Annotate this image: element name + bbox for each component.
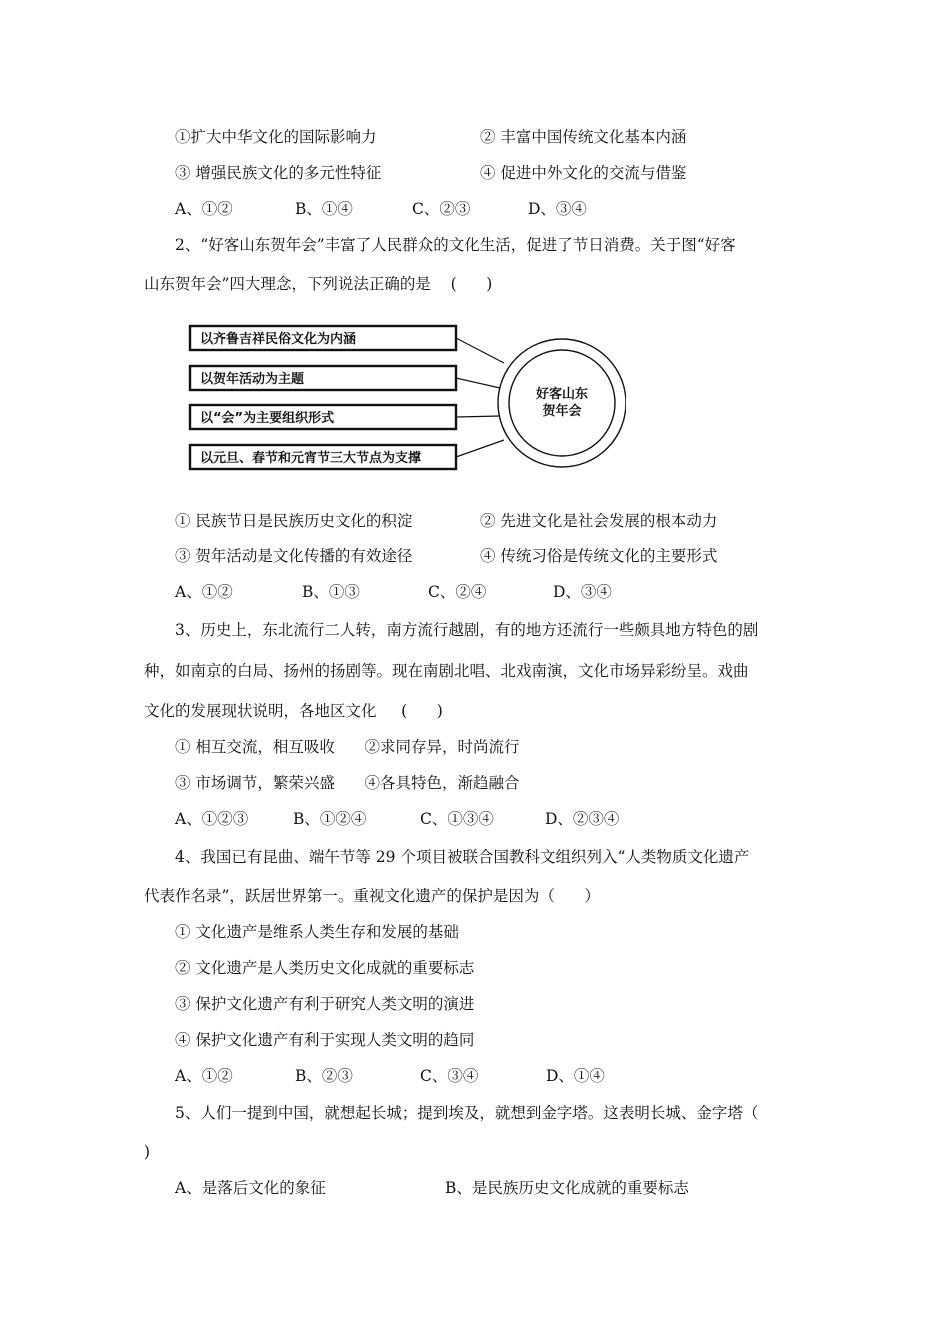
q2-stem-line-2: 山东贺年会”四大理念，下列说法正确的是 ( ) <box>144 275 493 293</box>
q2-answer-c: C、②④ <box>428 583 487 601</box>
q4-option-1: ① 文化遗产是维系人类生存和发展的基础 <box>175 923 459 941</box>
q3-options-1-2: ① 相互交流，相互吸收 ②求同存异，时尚流行 <box>175 738 520 756</box>
q2-option-1: ① 民族节日是民族历史文化的积淀 <box>175 512 413 530</box>
connector-1 <box>456 338 504 363</box>
q4-stem-line-2: 代表作名录”，跃居世界第一。重视文化遗产的保护是因为（ ） <box>144 887 600 905</box>
q2-answer-a: A、①② <box>175 583 233 601</box>
q5-answer-a: A、是落后文化的象征 <box>175 1179 326 1197</box>
q1-answer-b: B、①④ <box>295 200 353 218</box>
connector-4 <box>456 440 504 457</box>
q2-option-2: ② 先进文化是社会发展的根本动力 <box>480 512 718 530</box>
q3-options-3-4: ③ 市场调节，繁荣兴盛 ④各具特色，渐趋融合 <box>175 774 520 792</box>
q2-answer-b: B、①③ <box>302 583 360 601</box>
q1-option-2: ② 丰富中国传统文化基本内涵 <box>480 128 687 146</box>
q3-answer-b: B、①②④ <box>293 810 367 828</box>
q3-stem-line-2: 种，如南京的白局、扬州的扬剧等。现在南剧北唱、北戏南演，文化市场异彩纷呈。戏曲 <box>144 662 749 680</box>
q2-diagram <box>186 318 626 478</box>
q2-option-4: ④ 传统习俗是传统文化的主要形式 <box>480 547 718 565</box>
q1-option-1: ①扩大中华文化的国际影响力 <box>175 128 377 146</box>
q4-answer-b: B、②③ <box>295 1067 353 1085</box>
diagram-center-line-1: 好客山东 <box>535 387 589 402</box>
q1-answer-a: A、①② <box>175 200 233 218</box>
diagram-box-1-label: 以齐鲁吉祥民俗文化为内涵 <box>200 332 357 347</box>
q1-answer-c: C、②③ <box>412 200 471 218</box>
q4-option-2: ② 文化遗产是人类历史文化成就的重要标志 <box>175 959 475 977</box>
q3-stem-line-1: 3、历史上，东北流行二人转，南方流行越剧，有的地方还流行一些颇具地方特色的剧 <box>175 621 759 639</box>
diagram-box-3-label: 以“会”为主要组织形式 <box>200 411 335 426</box>
diagram-box-4-label: 以元旦、春节和元宵节三大节点为支撑 <box>200 451 422 466</box>
diagram-box-2-label: 以贺年活动为主题 <box>200 372 305 387</box>
q2-answer-d: D、③④ <box>553 583 612 601</box>
connector-2 <box>456 378 500 388</box>
q1-option-4: ④ 促进中外文化的交流与借鉴 <box>480 164 687 182</box>
q5-answer-b: B、是民族历史文化成就的重要标志 <box>445 1179 689 1197</box>
q3-answer-d: D、②③④ <box>545 810 620 828</box>
diagram-inner-circle <box>509 350 615 456</box>
q4-answer-c: C、③④ <box>420 1067 479 1085</box>
q1-answer-d: D、③④ <box>528 200 587 218</box>
diagram-center-line-2: 贺年会 <box>542 404 582 419</box>
q3-stem-line-3: 文化的发展现状说明，各地区文化 ( ) <box>144 702 443 720</box>
q5-stem-line-1: 5、人们一提到中国，就想起长城；提到埃及，就想到金字塔。这表明长城、金字塔（ <box>175 1104 759 1122</box>
q3-answer-c: C、①③④ <box>420 810 494 828</box>
q4-answer-d: D、①④ <box>546 1067 605 1085</box>
q4-stem-line-1: 4、我国已有昆曲、端午节等 29 个项目被联合国教科文组织列入“人类物质文化遗产 <box>175 848 750 866</box>
q4-answer-a: A、①② <box>175 1067 233 1085</box>
q5-stem-line-2: ) <box>144 1143 151 1161</box>
q2-stem-line-1: 2、“好客山东贺年会”丰富了人民群众的文化生活，促进了节日消费。关于图“好客 <box>175 236 736 254</box>
connector-3 <box>456 416 500 417</box>
q1-option-3: ③ 增强民族文化的多元性特征 <box>175 164 382 182</box>
q3-answer-a: A、①②③ <box>175 810 249 828</box>
q4-option-4: ④ 保护文化遗产有利于实现人类文明的趋同 <box>175 1031 475 1049</box>
q2-option-3: ③ 贺年活动是文化传播的有效途径 <box>175 547 413 565</box>
q4-option-3: ③ 保护文化遗产有利于研究人类文明的演进 <box>175 995 475 1013</box>
